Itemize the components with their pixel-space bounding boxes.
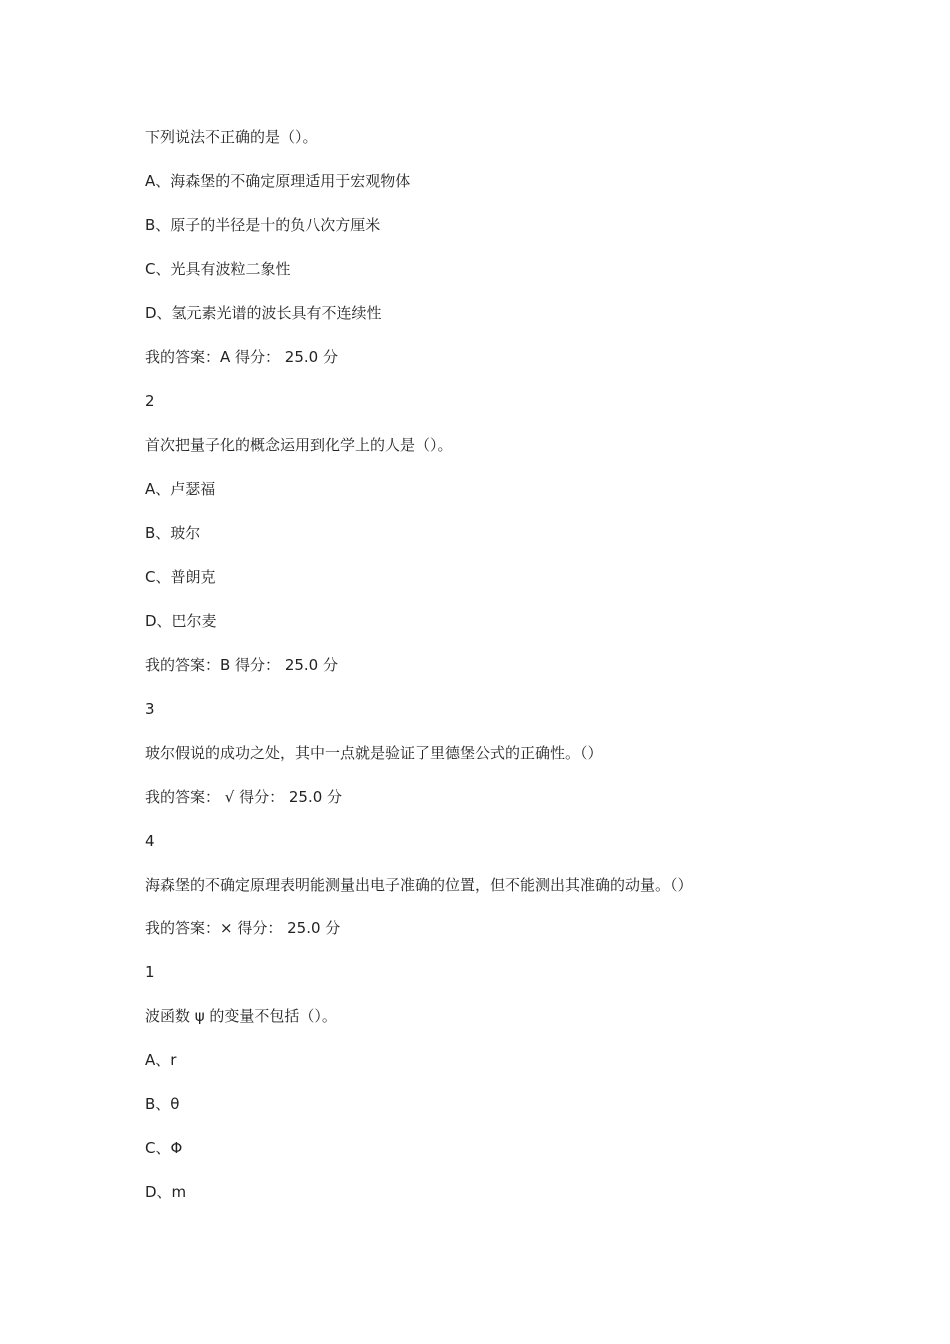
question-number: 1 [145,963,155,981]
answer-score: 我的答案： √ 得分： 25.0 分 [145,788,343,806]
option-b: B、玻尔 [145,524,201,542]
answer-score: 我的答案：× 得分： 25.0 分 [145,919,341,937]
option-c: C、光具有波粒二象性 [145,260,291,278]
option-d: D、m [145,1183,187,1201]
question-number: 3 [145,700,155,718]
question-text: 波函数 ψ 的变量不包括（）。 [145,1007,337,1025]
answer-score: 我的答案：A 得分： 25.0 分 [145,348,338,366]
option-d: D、巴尔麦 [145,612,217,630]
question-text: 海森堡的不确定原理表明能测量出电子准确的位置，但不能测出其准确的动量。（） [145,876,693,894]
option-d: D、氢元素光谱的波长具有不连续性 [145,304,382,322]
option-a: A、卢瑟福 [145,480,216,498]
question-number: 2 [145,392,155,410]
option-c: C、Φ [145,1139,183,1157]
option-a: A、海森堡的不确定原理适用于宏观物体 [145,172,411,190]
answer-score: 我的答案：B 得分： 25.0 分 [145,656,338,674]
option-b: B、原子的半径是十的负八次方厘米 [145,216,381,234]
option-c: C、普朗克 [145,568,216,586]
option-a: A、r [145,1051,177,1069]
question-number: 4 [145,832,155,850]
question-text: 玻尔假说的成功之处，其中一点就是验证了里德堡公式的正确性。（） [145,744,603,762]
option-b: B、θ [145,1095,180,1113]
question-text: 首次把量子化的概念运用到化学上的人是（）。 [145,436,453,454]
question-text: 下列说法不正确的是（）。 [145,128,318,146]
